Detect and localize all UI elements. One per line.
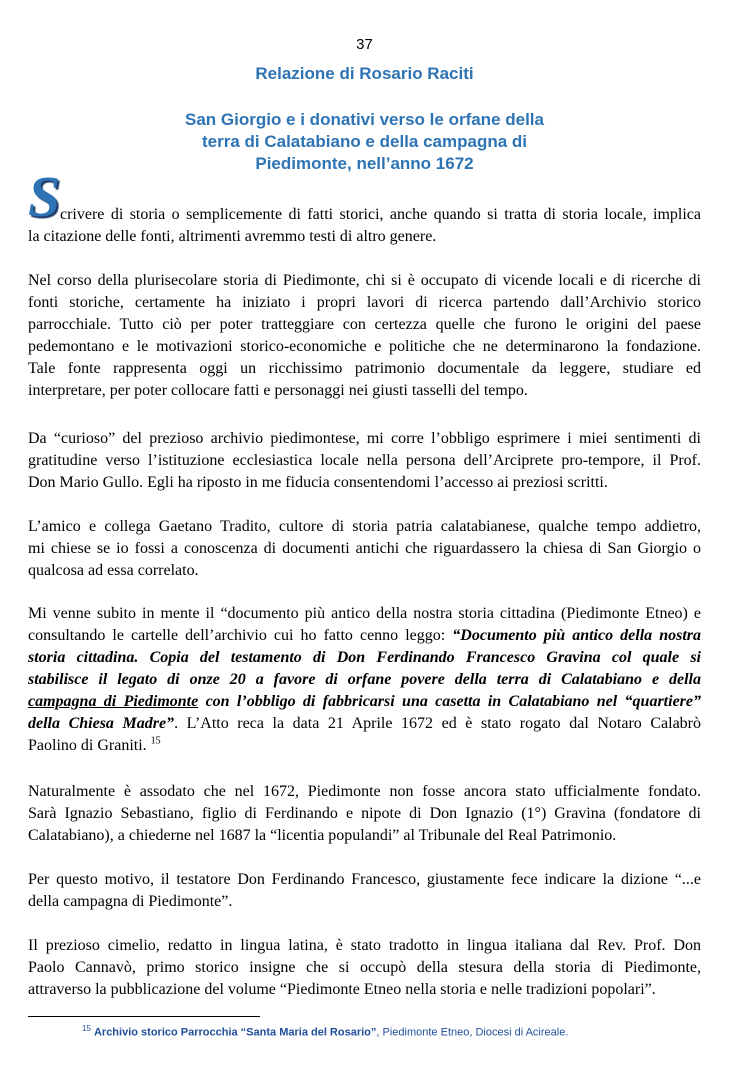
text-line: gratitudine verso l’istituzione ecclesiastica locale nella persona dell’Arciprete pro-tempore, il Prof. — [28, 452, 701, 469]
text-line — [28, 691, 701, 713]
title-line: San Giorgio e i donativi verso le orfane della — [185, 110, 544, 129]
text-line: Per questo motivo, il testatore Don Ferdinando Francesco, giustamente fece indicare la dizione “...e — [28, 871, 701, 888]
paragraph-document — [28, 603, 701, 757]
underlined-text: campagna di Piedimonte — [28, 693, 199, 710]
text-line: Nel corso della plurisecolare storia di Piedimonte, chi si è occupato di vicende locali e di ricerche di — [28, 272, 701, 289]
text-line: L’amico e collega Gaetano Tradito, cultore di storia patria calatabianese, qualche tempo addietro, — [28, 518, 701, 535]
footnote — [82, 1024, 702, 1039]
page-number: 37 — [356, 36, 373, 53]
text-line: pedemontano e le motivazioni storico-economiche e politiche che ne determinarono la fondazione. — [28, 338, 701, 355]
paragraph-founding — [28, 781, 701, 847]
text-span: della Chiesa Madre” — [28, 715, 175, 732]
title-line: Piedimonte, nell’anno 1672 — [255, 154, 474, 173]
text-line: parrocchiale. Tutto ciò per poter tratteggiare con certezza quelle che furono le origini del paese — [28, 316, 701, 333]
text-line: qualcosa ad essa correlato. — [28, 562, 199, 579]
text-line: Il prezioso cimelio, redatto in lingua latina, è stato tradotto in lingua italiana dal Rev. Prof. Don — [28, 937, 701, 954]
footnote-separator — [28, 1016, 260, 1017]
text-line: Da “curioso” del prezioso archivio piedimontese, mi corre l’obbligo esprimere i miei sentimenti di — [28, 430, 701, 447]
paragraph-testator — [28, 869, 701, 913]
quoted-document-title: “Documento più antico della nostra — [452, 627, 702, 644]
text-line: Sarà Ignazio Sebastiano, figlio di Ferdinando e nipote di Don Ignazio (1°) Gravina (fondatore di — [28, 805, 701, 822]
text-line: della campagna di Piedimonte”. — [28, 893, 233, 910]
text-line: Naturalmente è assodato che nel 1672, Piedimonte non fosse ancora stato ufficialmente fondato. — [28, 783, 701, 800]
dropcap-letter: S — [28, 164, 61, 229]
text-line — [28, 713, 701, 735]
footnote-text: , Piedimonte Etneo, Diocesi di Acireale. — [376, 1026, 569, 1039]
text-span: . L’Atto reca la data 21 Aprile 1672 ed è stato rogato dal Notaro Calabrò — [174, 715, 702, 732]
text-line: stabilisce il legato di onze 20 a favore di orfane povere della terra di Calatabiano e della — [28, 671, 701, 688]
text-line: Calatabiano), a chiederne nel 1687 la “licentia populandi” al Tribunale del Real Patrimonio. — [28, 827, 617, 844]
text-line: la citazione delle fonti, altrimenti avremmo testi di altro genere. — [28, 228, 437, 245]
text-line: storia cittadina. Copia del testamento di Don Ferdinando Francesco Gravina col quale si — [28, 649, 701, 666]
paragraph-archive — [28, 270, 701, 402]
author-heading: Relazione di Rosario Raciti — [255, 64, 474, 83]
paragraph-colleague — [28, 516, 701, 582]
text-line: attraverso la pubblicazione del volume “Piedimonte Etneo nella storia e nelle tradizioni popolari”. — [28, 981, 656, 998]
footnote-reference: 15 — [150, 735, 161, 747]
text-line — [28, 625, 701, 647]
text-line: crivere di storia o semplicemente di fatti storici, anche quando si tratta di storia locale, implica — [60, 206, 701, 223]
text-span: Paolino di Graniti. — [28, 737, 151, 754]
text-line: interpretare, per poter collocare fatti e personaggi nei giusti tasselli del tempo. — [28, 382, 528, 399]
title-line: terra di Calatabiano e della campagna di — [202, 132, 527, 151]
text-span: con l’obbligo di fabbricarsi una casetta in Calatabiano nel “quartiere” — [198, 693, 701, 710]
footnote-number: 15 — [82, 1024, 91, 1033]
paragraph-translation — [28, 935, 701, 1001]
paragraph-gratitude — [28, 428, 701, 494]
text-line: Paolo Cannavò, primo storico insigne che si occupò della stesura della storia di Piedimonte, — [28, 959, 701, 976]
paragraph-intro — [28, 204, 701, 248]
footnote-source: Archivio storico Parrocchia “Santa Maria del Rosario” — [93, 1026, 377, 1039]
text-line: Tale fonte rappresenta oggi un ricchissimo patrimonio documentale da leggere, studiare ed — [28, 360, 701, 377]
text-span: consultando le cartelle dell’archivio cui ho fatto cenno leggo: — [28, 627, 453, 644]
text-line: Don Mario Gullo. Egli ha riposto in me fiducia consentendomi l’accesso ai preziosi scritti. — [28, 474, 608, 491]
text-line — [28, 735, 701, 757]
text-line: fonti storiche, certamente ha iniziato i propri lavori di ricerca partendo dall’Archivio storico — [28, 294, 701, 311]
text-line: mi chiese se io fossi a conoscenza di documenti antichi che riguardassero la chiesa di San Giorgio o — [28, 540, 701, 557]
text-line: Mi venne subito in mente il “documento più antico della nostra storia cittadina (Piedimonte Etneo) e — [28, 605, 701, 622]
